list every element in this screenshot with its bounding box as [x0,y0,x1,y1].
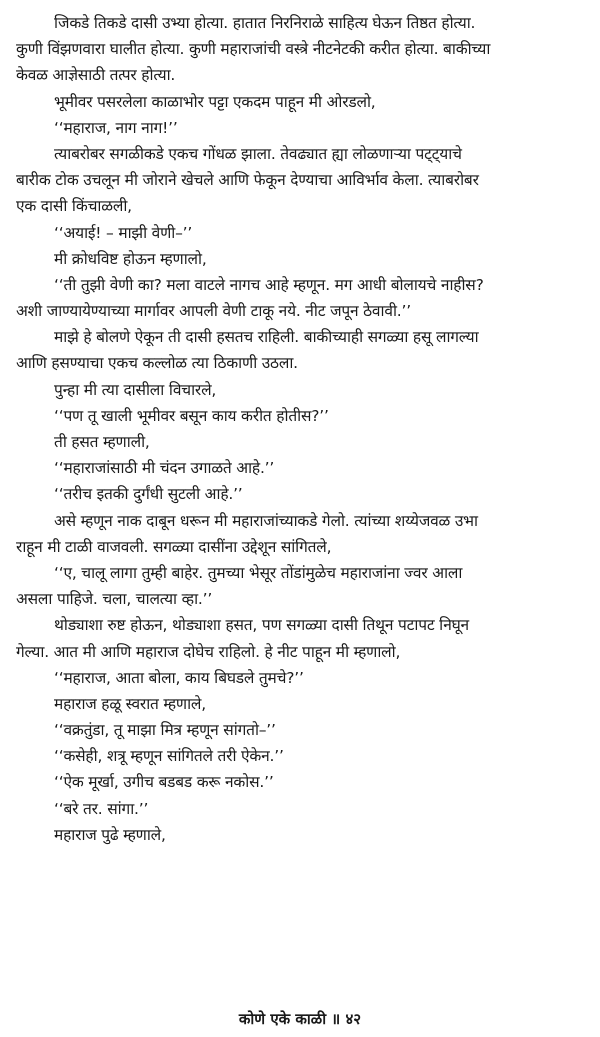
text-line: ‘‘तरीच इतकी दुर्गंधी सुटली आहे.’’ [54,485,243,504]
text-line: एक दासी किंचाळली, [16,197,132,216]
paragraph [16,89,588,115]
page-footer: कोणे एके काळी ॥ ४२ [238,1010,362,1028]
text-line: कुणी विंझणवारा घालीत होत्या. कुणी महाराजांची वस्त्रे नीटनेटकी करीत होत्या. बाकीच्या [16,40,491,59]
text-line: असला पाहिजे. चला, चालत्या व्हा.’’ [16,590,213,609]
text-line: पुन्हा मी त्या दासीला विचारले, [54,380,217,399]
paragraph [16,455,588,481]
paragraph [16,377,588,403]
paragraph [16,612,588,664]
text-line: थोड्याशा रुष्ट होऊन, थोड्याशा हसत, पण सगळ्या दासी तिथून पटापट निघून [54,616,469,635]
paragraph [16,141,588,220]
text-line: ‘‘बरे तर. सांगा.’’ [54,799,149,818]
paragraph [16,691,588,717]
text-line: माझे हे बोलणे ऐकून ती दासी हसतच राहिली. बाकीच्याही सगळ्या हसू लागल्या [54,328,479,347]
text-line: ‘‘अयाई! – माझी वेणी–’’ [54,223,193,242]
paragraph [16,769,588,795]
paragraph [16,665,588,691]
paragraph [16,246,588,272]
text-line: आणि हसण्याचा एकच कल्लोळ त्या ठिकाणी उठला. [16,354,298,373]
paragraph [16,429,588,455]
text-line: मी क्रोधविष्ट होऊन म्हणालो, [54,249,207,268]
text-line: त्याबरोबर सगळीकडे एकच गोंधळ झाला. तेवढ्यात ह्या लोळणाऱ्या पट्ट्याचे [54,144,462,163]
text-line: राहून मी टाळी वाजवली. सगळ्या दासींना उद्देशून सांगितले, [16,537,332,556]
text-line: भूमीवर पसरलेला काळाभोर पट्टा एकदम पाहून मी ओरडलो, [54,92,376,111]
paragraph [16,796,588,822]
text-line: जिकडे तिकडे दासी उभ्या होत्या. हातात निरनिराळे साहित्य घेऊन तिष्ठत होत्या. [54,14,476,32]
text-line: ‘‘ऐक मूर्खा, उगीच बडबड करू नकोस.’’ [54,773,274,792]
text-line: ‘‘महाराज, आता बोला, काय बिघडले तुमचे?’’ [54,668,304,687]
text-line: ‘‘कसेही, शत्रू म्हणून सांगितले तरी ऐकेन.’’ [54,747,284,766]
text-line: ती हसत म्हणाली, [54,433,150,451]
text-line: केवळ आज्ञेसाठी तत्पर होत्या. [16,66,176,85]
paragraph [16,220,588,246]
text-line: ‘‘पण तू खाली भूमीवर बसून काय करीत होतीस?’’ [54,406,329,425]
paragraph [16,403,588,429]
paragraph [16,508,588,560]
text-line: ‘‘वक्रतुंडा, तू माझा मित्र म्हणून सांगतो–’’ [54,721,276,740]
paragraph [16,272,588,324]
text-line: महाराज हळू स्वरात म्हणाले, [54,694,206,713]
text-line: महाराज पुढे म्हणाले, [54,825,166,844]
paragraph [16,743,588,769]
paragraph [16,717,588,743]
text-line: गेल्या. आत मी आणि महाराज दोघेच राहिलो. हे नीट पाहून मी म्हणालो, [16,642,401,661]
text-line: ‘‘महाराज, नाग नाग!’’ [54,118,178,137]
text-line: ‘‘महाराजांसाठी मी चंदन उगाळते आहे.’’ [54,459,275,478]
text-line: ‘‘ए, चालू लागा तुम्ही बाहेर. तुमच्या भेसूर तोंडांमुळेच महाराजांना ज्वर आला [54,563,463,582]
paragraph [16,115,588,141]
paragraph [16,10,588,89]
paragraph [16,560,588,612]
text-line: असे म्हणून नाक दाबून धरून मी महाराजांच्याकडे गेलो. त्यांच्या शय्येजवळ उभा [54,511,478,530]
body-text [16,10,588,848]
text-line: ‘‘ती तुझी वेणी का? मला वाटले नागच आहे म्हणून. मग आधी बोलायचे नाहीस? [54,275,484,294]
paragraph [16,324,588,376]
paragraph [16,822,588,848]
text-line: अशी जाण्यायेण्याच्या मार्गावर आपली वेणी टाकू नये. नीट जपून ठेवावी.’’ [16,302,411,321]
text-line: बारीक टोक उचलून मी जोराने खेचले आणि फेकून देण्याचा आविर्भाव केला. त्याबरोबर [16,171,479,190]
paragraph [16,481,588,507]
